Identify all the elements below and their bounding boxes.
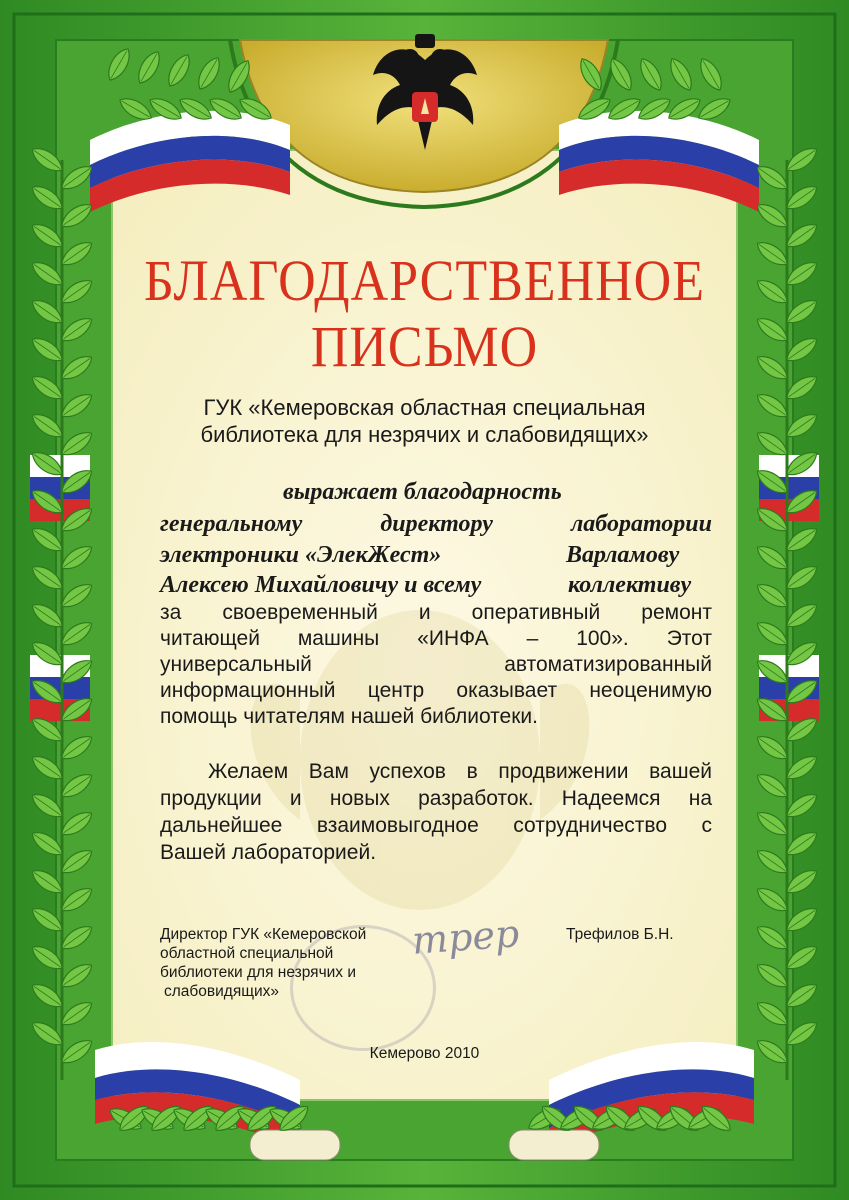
double-headed-eagle-emblem-icon	[365, 30, 485, 170]
place-and-year: Кемерово 2010	[369, 1045, 480, 1062]
reason-line3: универсальный автоматизированный	[160, 653, 712, 676]
laurel-leaf-icon	[635, 94, 674, 125]
laurel-leaf-icon	[236, 94, 275, 125]
signer-position-line4: слабовидящих»	[164, 983, 280, 1000]
laurel-leaf-icon	[695, 94, 734, 125]
reason-line2: читающей машины «ИНФА – 100». Этот	[160, 627, 712, 650]
reason-line1: за своевременный и оперативный ремонт	[160, 601, 712, 624]
laurel-leaf-icon	[696, 55, 727, 94]
laurel-leaf-icon	[224, 57, 255, 96]
recipient-line2a: электроники «ЭлекЖест»	[160, 542, 442, 568]
signer-position-line1: Директор ГУК «Кемеровской	[160, 926, 367, 943]
laurel-leaf-icon	[575, 94, 614, 125]
wish-line3: дальнейшее взаимовыгодное сотрудничество с	[160, 814, 712, 837]
signer-position-line3: библиотеки для незрячих и	[160, 964, 357, 981]
reason-line5: помощь читателям нашей библиотеки.	[160, 705, 538, 728]
laurel-leaf-icon	[116, 94, 155, 125]
wish-line2: продукции и новых разработок. Надеемся на	[160, 787, 712, 810]
laurel-leaf-icon	[176, 94, 215, 125]
wish-line1: Желаем Вам успехов в продвижении вашей	[208, 760, 712, 783]
signer-name: Трефилов Б.Н.	[566, 926, 674, 943]
laurel-leaf-icon	[606, 55, 637, 94]
reason-line4: информационный центр оказывает неоценимую	[160, 679, 712, 702]
recipient-line1: генеральному директору лаборатории	[160, 511, 712, 537]
expresses-gratitude: выражает благодарность	[283, 479, 562, 505]
handwritten-signature: трер	[410, 911, 521, 963]
laurel-leaf-icon	[134, 48, 165, 87]
laurel-leaf-icon	[104, 45, 135, 84]
recipient-line2b: Варламову	[566, 542, 680, 568]
laurel-leaf-icon	[605, 94, 644, 125]
recipient-line3b: коллективу	[568, 572, 692, 598]
certificate-title-line1: БЛАГОДАРСТВЕННОЕ	[143, 249, 705, 314]
laurel-leaf-icon	[194, 54, 225, 93]
recipient-line3a: Алексею Михайловичу и всему	[160, 572, 482, 598]
laurel-leaf-icon	[146, 94, 185, 125]
signer-position-line2: областной специальной	[160, 945, 334, 962]
laurel-leaf-icon	[206, 94, 245, 125]
certificate-title-line2: ПИСЬМО	[310, 315, 539, 380]
laurel-leaf-icon	[164, 51, 195, 90]
laurel-leaf-icon	[636, 55, 667, 94]
laurel-leaf-icon	[666, 55, 697, 94]
organization-line1: ГУК «Кемеровская областная специальная	[203, 395, 646, 420]
organization-line2: библиотека для незрячих и слабовидящих»	[200, 422, 649, 447]
laurel-leaf-icon	[576, 55, 607, 94]
laurel-leaf-icon	[665, 94, 704, 125]
wish-line4: Вашей лабораторией.	[160, 841, 377, 864]
